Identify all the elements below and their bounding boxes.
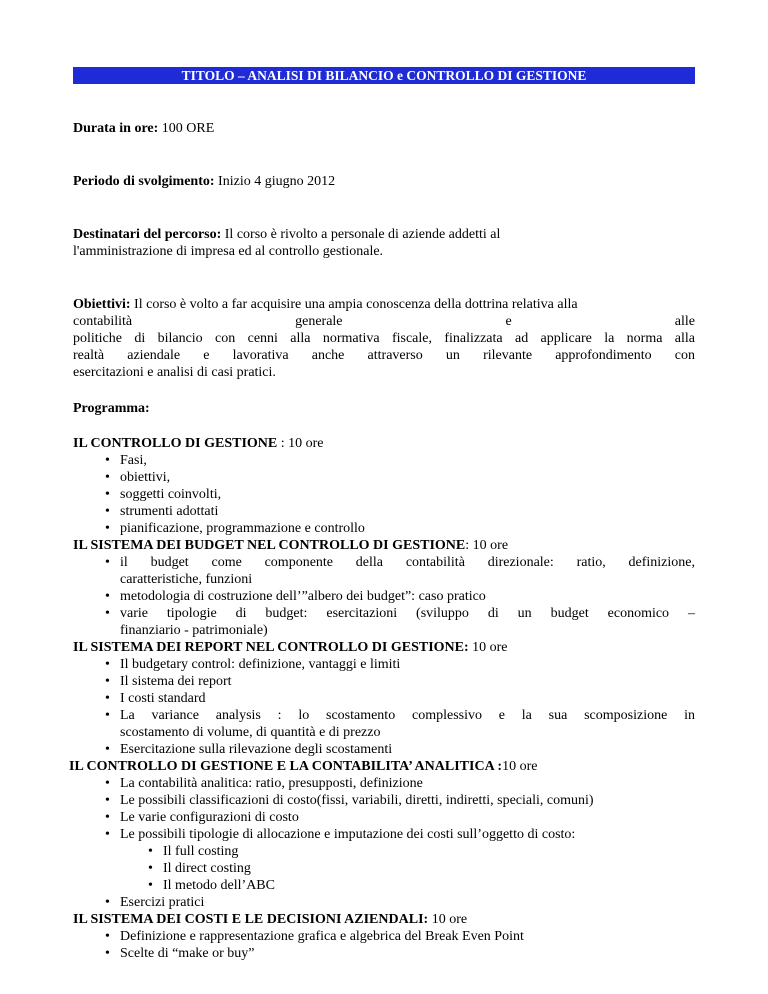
bullet-icon: • <box>105 555 110 570</box>
bullet-icon: • <box>105 793 110 808</box>
list-item: • Esercitazione sulla rilevazione degli scostamenti <box>105 742 393 757</box>
bullet-icon: • <box>105 606 110 621</box>
document-title: TITOLO – ANALISI DI BILANCIO e CONTROLLO DI GESTIONE <box>73 67 695 84</box>
obiettivi-text-4: realtà aziendale e lavorativa anche attraverso un rilevante approfondimento con <box>73 348 695 363</box>
list-item: • I costi standard <box>105 691 206 706</box>
bullet-icon: • <box>105 895 110 910</box>
list-item: • obiettivi, <box>105 470 171 485</box>
destinatari-text-2: l'amministrazione di impresa ed al controllo gestionale. <box>73 244 384 259</box>
bullet-icon: • <box>148 844 153 859</box>
bullet-icon: • <box>105 827 110 842</box>
durata-value: 100 ORE <box>158 121 215 136</box>
list-item: • Esercizi pratici <box>105 895 205 910</box>
bullet-icon: • <box>105 453 110 468</box>
bullet-icon: • <box>105 708 110 723</box>
sub-list-item: • Il metodo dell’ABC <box>148 878 275 893</box>
list-item: • La variance analysis : lo scostamento complessivo e la sua scomposizione in <box>105 708 695 723</box>
obiettivi-text-1: Il corso è volto a far acquisire una ampia conoscenza della dottrina relativa alla <box>130 297 578 312</box>
list-item: • varie tipologie di budget: esercitazioni (sviluppo di un budget economico – <box>105 606 695 621</box>
list-item: • il budget come componente della contabilità direzionale: ratio, definizione, <box>105 555 695 570</box>
bullet-icon: • <box>105 657 110 672</box>
section-heading: IL CONTROLLO DI GESTIONE : 10 ore <box>73 436 324 451</box>
destinatari-label: Destinatari del percorso: <box>73 227 222 242</box>
list-item: • strumenti adottati <box>105 504 219 519</box>
sub-list-item: • Il full costing <box>148 844 239 859</box>
bullet-icon: • <box>105 929 110 944</box>
list-item: • soggetti coinvolti, <box>105 487 222 502</box>
bullet-icon: • <box>148 861 153 876</box>
sub-list-item: • Il direct costing <box>148 861 251 876</box>
bullet-icon: • <box>105 521 110 536</box>
durata-line <box>73 120 214 137</box>
list-item-continuation: finanziario - patrimoniale) <box>120 623 268 638</box>
periodo-label: Periodo di svolgimento: <box>73 174 215 189</box>
destinatari-line-1 <box>73 226 500 243</box>
bullet-icon: • <box>105 487 110 502</box>
obiettivi-word: generale <box>295 314 343 329</box>
periodo-value: Inizio 4 giugno 2012 <box>214 174 336 189</box>
bullet-icon: • <box>105 504 110 519</box>
bullet-icon: • <box>105 674 110 689</box>
list-item: • Definizione e rappresentazione grafica e algebrica del Break Even Point <box>105 929 524 944</box>
bullet-icon: • <box>148 878 153 893</box>
list-item: • La contabilità analitica: ratio, presupposti, definizione <box>105 776 423 791</box>
section-heading: IL CONTROLLO DI GESTIONE E LA CONTABILITA’ ANALITICA :10 ore <box>69 759 538 774</box>
section-heading: IL SISTEMA DEI BUDGET NEL CONTROLLO DI GESTIONE: 10 ore <box>73 538 509 553</box>
obiettivi-label: Obiettivi: <box>73 297 131 312</box>
obiettivi-word: alle <box>674 314 695 329</box>
list-item: • Il sistema dei report <box>105 674 232 689</box>
obiettivi-text-5: esercitazioni e analisi di casi pratici. <box>73 365 276 380</box>
obiettivi-line-1 <box>73 296 578 313</box>
list-item: • Le possibili classificazioni di costo(fissi, variabili, diretti, indiretti, speciali, comuni) <box>105 793 594 808</box>
list-item: • Le possibili tipologie di allocazione e imputazione dei costi sull’oggetto di costo: <box>105 827 576 842</box>
list-item: • metodologia di costruzione dell’”albero dei budget”: caso pratico <box>105 589 486 604</box>
obiettivi-line-2 <box>73 313 695 330</box>
list-item: • Scelte di “make or buy” <box>105 946 255 961</box>
durata-label: Durata in ore: <box>73 121 159 136</box>
obiettivi-word: e <box>505 314 512 329</box>
section-heading: IL SISTEMA DEI COSTI E LE DECISIONI AZIENDALI: 10 ore <box>73 912 468 927</box>
obiettivi-text-3: politiche di bilancio con cenni alla normativa fiscale, finalizzata ad applicare la norma alla <box>73 331 695 346</box>
bullet-icon: • <box>105 810 110 825</box>
bullet-icon: • <box>105 742 110 757</box>
list-item: • Le varie configurazioni di costo <box>105 810 299 825</box>
periodo-line <box>73 173 335 190</box>
bullet-icon: • <box>105 691 110 706</box>
programma-label: Programma: <box>73 401 150 416</box>
bullet-icon: • <box>105 946 110 961</box>
list-item: • pianificazione, programmazione e controllo <box>105 521 365 536</box>
section-heading: IL SISTEMA DEI REPORT NEL CONTROLLO DI GESTIONE: 10 ore <box>73 640 508 655</box>
bullet-icon: • <box>105 776 110 791</box>
destinatari-text-1: Il corso è rivolto a personale di aziende addetti al <box>221 227 501 242</box>
list-item-continuation: caratteristiche, funzioni <box>120 572 253 587</box>
obiettivi-word: contabilità <box>73 314 133 329</box>
bullet-icon: • <box>105 470 110 485</box>
list-item: • Fasi, <box>105 453 147 468</box>
list-item-continuation: scostamento di volume, di quantità e di prezzo <box>120 725 381 740</box>
bullet-icon: • <box>105 589 110 604</box>
list-item: • Il budgetary control: definizione, vantaggi e limiti <box>105 657 401 672</box>
